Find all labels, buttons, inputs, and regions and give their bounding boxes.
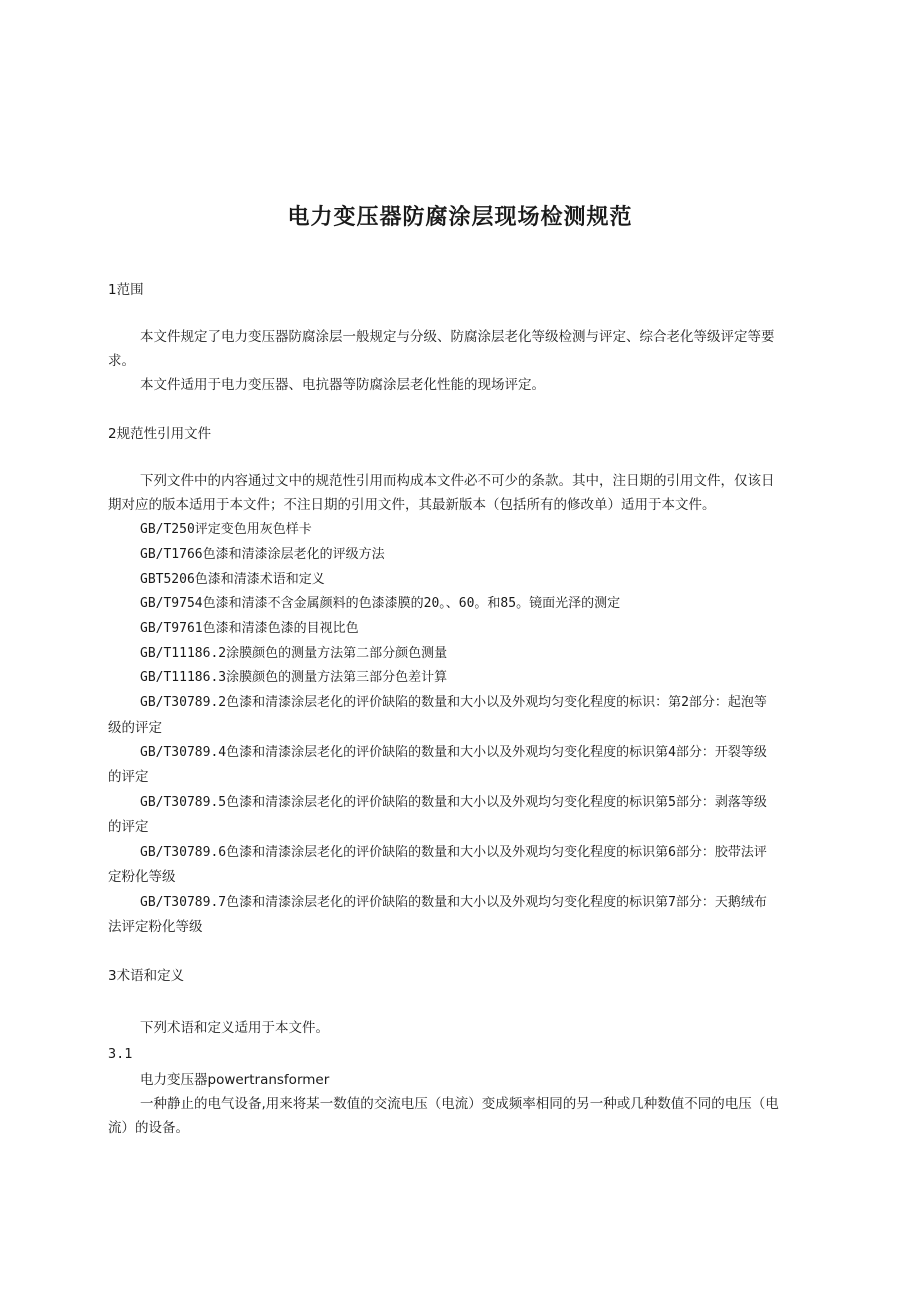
reference-item: GB/T30789.6色漆和清漆涂层老化的评价缺陷的数量和大小以及外观均匀变化程度的标识第6部分：胶带法评: [140, 845, 767, 860]
reference-item-cont: 法评定粉化等级: [108, 919, 203, 935]
reference-item: GB/T30789.5色漆和清漆涂层老化的评价缺陷的数量和大小以及外观均匀变化程度的标识第5部分：剥落等级: [140, 795, 767, 810]
term-number: 3.1: [108, 1046, 133, 1062]
reference-item: GB/T1766色漆和清漆涂层老化的评级方法: [140, 547, 385, 562]
reference-item: GB/T30789.2色漆和清漆涂层老化的评价缺陷的数量和大小以及外观均匀变化程度的标识：第2部分：起泡等: [140, 695, 767, 710]
reference-item: GB/T30789.7色漆和清漆涂层老化的评价缺陷的数量和大小以及外观均匀变化程度的标识第7部分：天鹅绒布: [140, 895, 767, 910]
scope-paragraph-1: 本文件规定了电力变压器防腐涂层一般规定与分级、防腐涂层老化等级检测与评定、综合老化等级评定等要: [140, 329, 775, 345]
scope-paragraph-1-cont: 求。: [108, 353, 135, 369]
reference-item: GB/T11186.3涂膜颜色的测量方法第三部分色差计算: [140, 670, 448, 685]
reference-item-cont: 的评定: [108, 769, 149, 785]
normative-intro: 下列文件中的内容通过文中的规范性引用而构成本文件必不可少的条款。其中，注日期的引用文件，仅该日: [140, 473, 775, 489]
reference-item: GBT5206色漆和清漆术语和定义: [140, 572, 325, 587]
section-heading-terms: 3术语和定义: [108, 968, 185, 984]
reference-item: GB/T9761色漆和清漆色漆的目视比色: [140, 621, 359, 636]
reference-item: GB/T30789.4色漆和清漆涂层老化的评价缺陷的数量和大小以及外观均匀变化程度的标识第4部分：开裂等级: [140, 745, 767, 760]
scope-paragraph-2: 本文件适用于电力变压器、电抗器等防腐涂层老化性能的现场评定。: [140, 377, 545, 393]
reference-item-cont: 的评定: [108, 819, 149, 835]
term-definition: 一种静止的电气设备,用来将某一数值的交流电压（电流）变成频率相同的另一种或几种数值不同的电压（电: [140, 1096, 779, 1112]
term-definition-cont: 流）的设备。: [108, 1120, 189, 1136]
document-title: 电力变压器防腐涂层现场检测规范: [287, 205, 633, 230]
reference-item: GB/T250评定变色用灰色样卡: [140, 522, 312, 537]
reference-item-cont: 定粉化等级: [108, 869, 176, 885]
terms-intro: 下列术语和定义适用于本文件。: [140, 1020, 329, 1036]
term-name: 电力变压器powertransformer: [140, 1072, 330, 1088]
reference-item: GB/T9754色漆和清漆不含金属颜料的色漆漆膜的20。、60。和85。镜面光泽的测定: [140, 596, 621, 611]
section-heading-scope: 1范围: [108, 282, 144, 298]
section-heading-normative: 2规范性引用文件: [108, 426, 212, 442]
normative-intro-cont: 期对应的版本适用于本文件；不注日期的引用文件，其最新版本（包括所有的修改单）适用于本文件。: [108, 497, 716, 513]
reference-item-cont: 级的评定: [108, 720, 162, 736]
reference-item: GB/T11186.2涂膜颜色的测量方法第二部分颜色测量: [140, 646, 448, 661]
